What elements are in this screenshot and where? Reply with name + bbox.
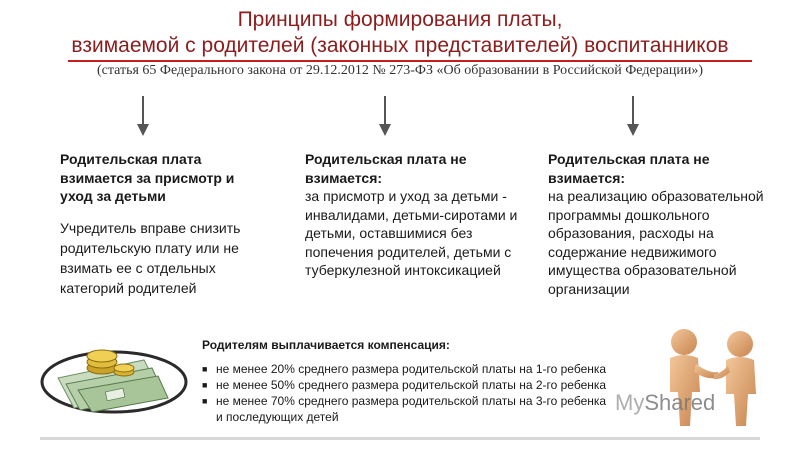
watermark-logo	[615, 390, 715, 416]
compensation-list	[202, 361, 662, 425]
column-heading: Родительская плата не взимается:	[305, 151, 467, 186]
column-heading: Родительская плата не взимается:	[548, 151, 710, 186]
list-item	[202, 361, 662, 377]
bottom-divider	[40, 437, 760, 440]
column-payment-not-charged-children	[305, 150, 520, 280]
column-payment-not-charged-program	[548, 150, 788, 298]
column-payment-charged	[60, 150, 270, 298]
page-title-line-2: взимаемой с родителей (законных представителей) воспитанников	[71, 34, 729, 57]
arrow-down-icon	[626, 96, 640, 136]
list-item	[202, 377, 662, 393]
bullet-icon: ■	[202, 396, 208, 406]
column-heading: Родительская плата взимается за присмотр и уход за детьми	[60, 151, 235, 204]
page-title-line-1: Принципы формирования платы,	[237, 8, 563, 31]
list-item-text: не менее 70% среднего размера родительской платы на 3-го ребенка	[216, 394, 607, 408]
bullet-icon: ■	[202, 380, 208, 390]
watermark-part-1: My	[615, 390, 645, 415]
column-body: на реализацию образовательной программы дошкольного образования, расходы на содержание недвижимого имущества образовательной организации	[548, 188, 764, 297]
list-item-text: не менее 20% среднего размера родительской платы на 1-го ребенка	[216, 362, 607, 376]
column-body: Учредитель вправе снизить родительскую плату или не взимать ее с отдельных категорий родителей	[60, 219, 241, 296]
money-icon	[36, 338, 196, 418]
compensation-title: Родителям выплачивается компенсация:	[202, 338, 450, 352]
compensation-block	[202, 338, 662, 425]
list-item	[202, 409, 662, 425]
watermark-part-2: Shared	[644, 390, 716, 415]
page-subtitle: (статья 65 Федерального закона от 29.12.2012 № 273-ФЗ «Об образовании в Российской Федерации»)	[96, 63, 704, 78]
arrow-down-icon	[136, 96, 150, 136]
arrow-down-icon	[378, 96, 392, 136]
list-item-text: не менее 50% среднего размера родительской платы на 2-го ребенка	[216, 378, 607, 392]
list-item-text: и последующих детей	[216, 410, 339, 424]
title-underline	[68, 60, 752, 62]
bullet-icon: ■	[202, 364, 208, 374]
column-body: за присмотр и уход за детьми - инвалидами, детьми-сиротами и детьми, оставшимися без попечения родителей, детьми с туберкулезной интоксикацией	[305, 188, 518, 278]
list-item	[202, 393, 662, 409]
